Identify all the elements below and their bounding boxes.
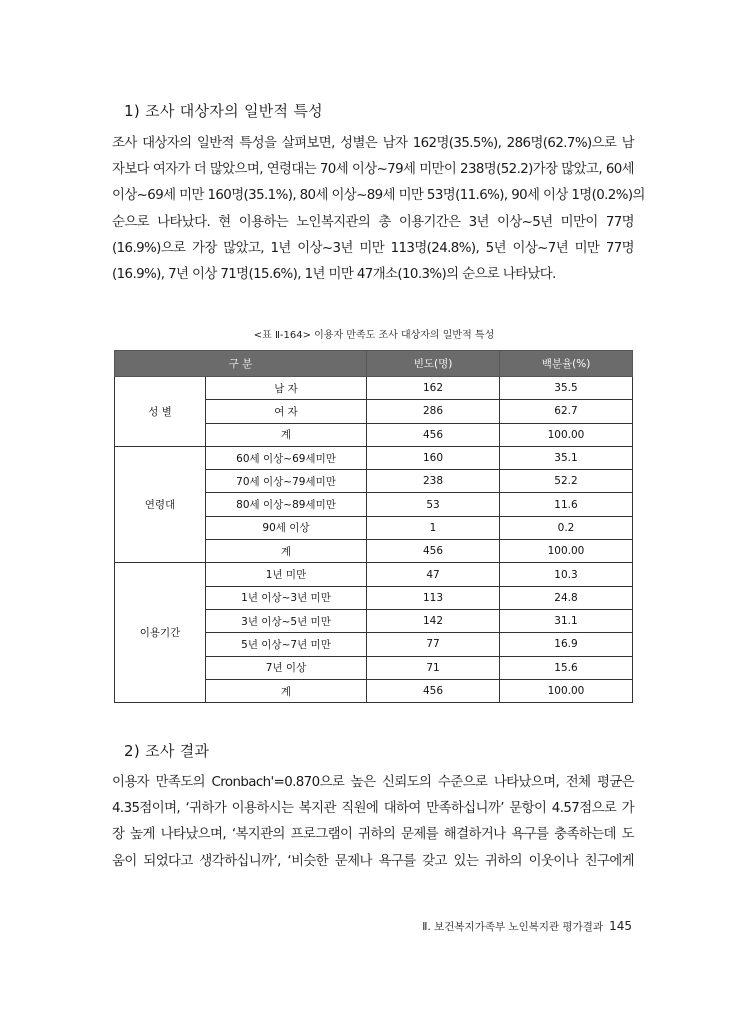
row-label: 70세 이상~79세미만	[206, 470, 367, 493]
row-label: 7년 이상	[206, 656, 367, 679]
row-label: 5년 이상~7년 미만	[206, 633, 367, 656]
row-percentage: 100.00	[500, 423, 633, 446]
row-label: 3년 이상~5년 미만	[206, 609, 367, 632]
row-percentage: 31.1	[500, 609, 633, 632]
row-label: 1년 이상~3년 미만	[206, 586, 367, 609]
row-frequency: 1	[367, 516, 500, 539]
table-row	[115, 563, 633, 586]
footer-chapter-title: Ⅱ. 보건복지가족부 노인복지관 평가결과	[422, 921, 604, 933]
section-1-paragraph	[112, 131, 645, 288]
row-percentage: 100.00	[500, 679, 633, 702]
row-frequency: 71	[367, 656, 500, 679]
paragraph-line: (16.9%)으로 가장 많았고, 1년 이상~3년 미만 113명(24.8%), 5년 이상~7년 미만 77명	[112, 240, 634, 256]
row-percentage: 16.9	[500, 633, 633, 656]
row-frequency: 162	[367, 377, 500, 400]
paragraph-line: 4.35점이며, ‘귀하가 이용하시는 복지관 직원에 대하여 만족하십니까’ 문항이 4.57점으로 가	[112, 801, 634, 817]
row-frequency: 47	[367, 563, 500, 586]
row-percentage: 62.7	[500, 400, 633, 423]
row-percentage: 0.2	[500, 516, 633, 539]
row-percentage: 35.5	[500, 377, 633, 400]
row-percentage: 11.6	[500, 493, 633, 516]
row-frequency: 142	[367, 609, 500, 632]
row-percentage: 52.2	[500, 470, 633, 493]
paragraph-line: 순으로 나타났다. 현 이용하는 노인복지관의 총 이용기간은 3년 이상~5년 미만이 77명	[112, 214, 634, 230]
row-percentage: 24.8	[500, 586, 633, 609]
paragraph-line: 자보다 여자가 더 많았으며, 연령대는 70세 이상~79세 미만이 238명(52.2)가장 많았고, 60세	[112, 162, 634, 178]
row-label: 남 자	[206, 377, 367, 400]
section-1-heading: 1) 조사 대상자의 일반적 특성	[124, 102, 323, 120]
paragraph-line: 조사 대상자의 일반적 특성을 살펴보면, 성별은 남자 162명(35.5%), 286명(62.7%)으로 남	[112, 136, 634, 151]
paragraph-line: 이상~69세 미만 160명(35.1%), 80세 이상~89세 미만 53명(11.6%), 90세 이상 1명(0.2%)의	[112, 188, 645, 204]
row-label: 계	[206, 423, 367, 446]
page-number: 145	[609, 919, 632, 933]
row-frequency: 456	[367, 540, 500, 563]
section-2-heading: 2) 조사 결과	[124, 742, 210, 760]
group-age: 연령대	[115, 446, 206, 562]
row-label: 60세 이상~69세미만	[206, 446, 367, 469]
paragraph-line: (16.9%), 7년 이상 71명(15.6%), 1년 미만 47개소(10.3%)의 순으로 나타났다.	[112, 266, 556, 282]
row-label: 1년 미만	[206, 563, 367, 586]
page-footer	[380, 919, 632, 934]
group-gender: 성 별	[115, 377, 206, 447]
paragraph-line: 움이 되었다고 생각하십니까’, ‘비슷한 문제나 욕구를 갖고 있는 귀하의 이웃이나 친구에게	[112, 853, 634, 869]
row-percentage: 35.1	[500, 446, 633, 469]
row-frequency: 160	[367, 446, 500, 469]
row-percentage: 15.6	[500, 656, 633, 679]
row-frequency: 456	[367, 423, 500, 446]
row-label: 여 자	[206, 400, 367, 423]
row-frequency: 113	[367, 586, 500, 609]
row-label: 90세 이상	[206, 516, 367, 539]
header-frequency: 빈도(명)	[367, 351, 500, 377]
section-2-paragraph	[112, 770, 634, 875]
row-frequency: 286	[367, 400, 500, 423]
row-percentage: 100.00	[500, 540, 633, 563]
table-caption: <표 Ⅱ-164> 이용자 만족도 조사 대상자의 일반적 특성	[253, 330, 495, 341]
group-usage-period: 이용기간	[115, 563, 206, 703]
row-label: 계	[206, 679, 367, 702]
header-category: 구 분	[115, 351, 367, 377]
row-frequency: 238	[367, 470, 500, 493]
row-frequency: 53	[367, 493, 500, 516]
header-percentage: 백분율(%)	[500, 351, 633, 377]
row-frequency: 77	[367, 633, 500, 656]
characteristics-table	[114, 350, 633, 703]
table-row	[115, 377, 633, 400]
row-percentage: 10.3	[500, 563, 633, 586]
paragraph-line: 장 높게 나타났으며, ‘복지관의 프로그램이 귀하의 문제를 해결하거나 욕구를 충족하는데 도	[112, 827, 634, 843]
paragraph-line: 이용자 만족도의 Cronbach'=0.870으로 높은 신뢰도의 수준으로 나타났으며, 전체 평균은	[112, 775, 634, 790]
table-row	[115, 446, 633, 469]
row-frequency: 456	[367, 679, 500, 702]
table-header-row	[115, 351, 633, 377]
row-label: 계	[206, 540, 367, 563]
row-label: 80세 이상~89세미만	[206, 493, 367, 516]
